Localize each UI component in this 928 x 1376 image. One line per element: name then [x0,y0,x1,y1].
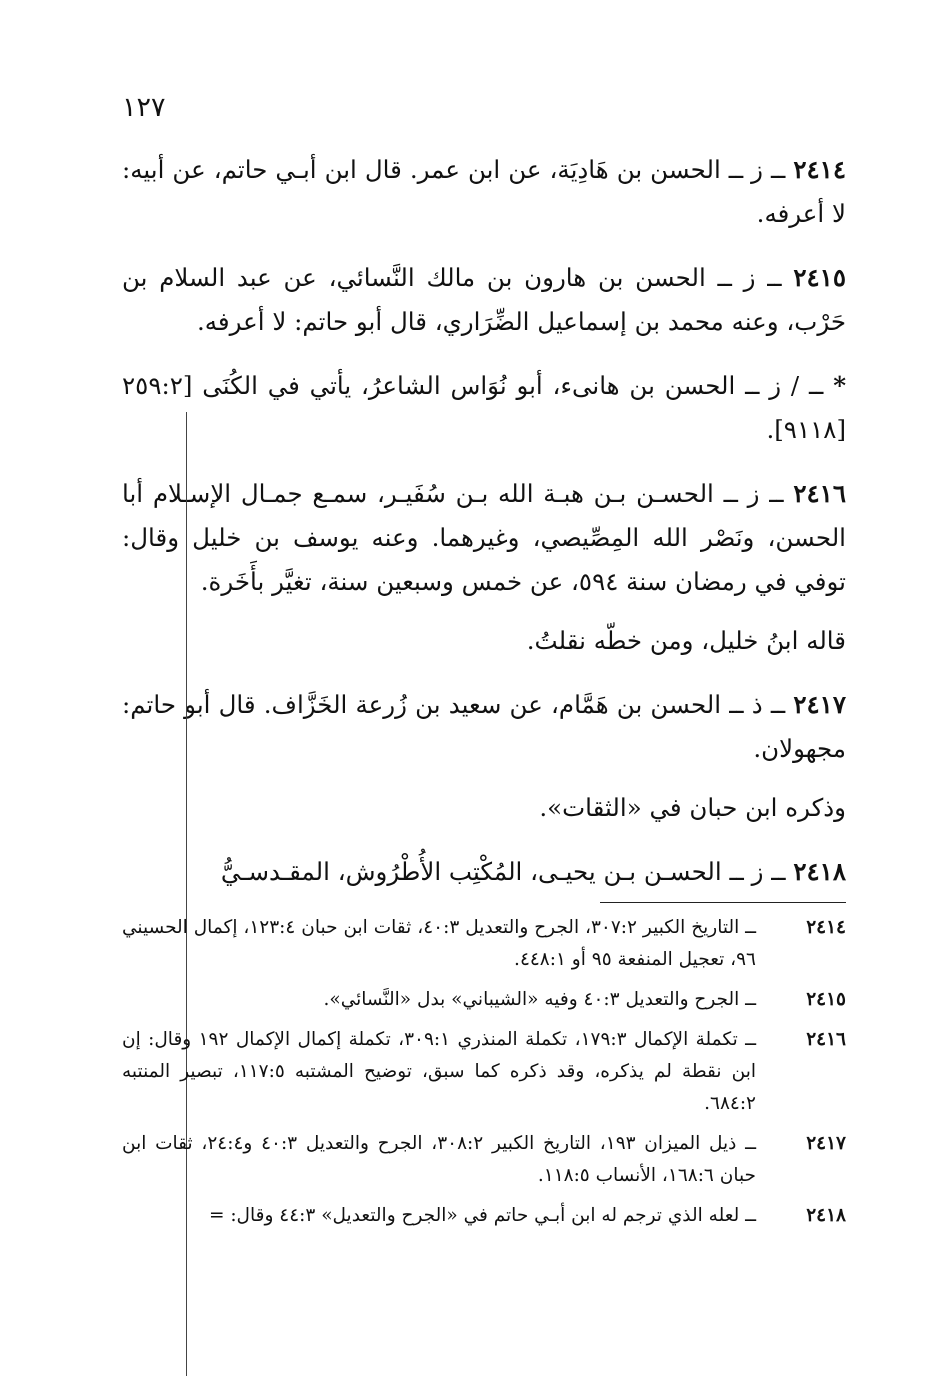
footnote-text: ــ الجرح والتعديل ٤٠:٣ وفيه «الشيباني» بدل «النَّسائي». [323,989,756,1010]
entry-number: ٢٤١٦ [793,479,846,508]
footnote-2417 [122,1128,846,1192]
entry-2415 [122,256,846,344]
entry-2417 [122,683,846,771]
footnote-number: ٢٤١٤ [806,917,846,938]
footnote-2416 [122,1024,846,1120]
entry-number: ٢٤١٧ [793,690,846,719]
entry-number: ٢٤١٨ [793,857,846,886]
footnote-number: ٢٤١٧ [806,1133,846,1154]
entry-text: ــ ذ ــ الحسن بن هَمَّام، عن سعيد بن زُرعة الخَزَّاف. قال أبو حاتم: مجهولان. [122,690,846,763]
entry-text: قاله ابنُ خليل، ومن خطّه نقلتُ. [526,626,846,655]
entry-2417-note [122,786,846,830]
footnote-text: ــ ذيل الميزان ١٩٣، التاريخ الكبير ٣٠٨:٢، الجرح والتعديل ٤٠:٣ و٢٤:٤، ثقات ابن حبان ١٦٨:٦، الأنساب ١١٨:٥. [122,1133,756,1186]
entry-text: ــ ز ــ الحسن بن هارون بن مالك النَّسائي، عن عبد السلام بن حَرْب، وعنه محمد بن إسماعيل الضِّرَاري، قال أبو حاتم: لا أعرفه. [122,263,846,336]
footnote-2414 [122,912,846,976]
page-number: ١٢٧ [122,92,166,123]
footnote-2415 [122,984,846,1016]
entry-text: وذكره ابن حبان في «الثقات». [539,793,846,822]
entry-text: ــ ز ــ الحسن بن هَادِيَة، عن ابن عمر. قال ابن أبـي حاتم، عن أبيه: لا أعرفه. [122,155,846,228]
entry-cross-reference [122,364,846,452]
entry-2416 [122,472,846,604]
footnote-text: ــ لعله الذي ترجم له ابن أبـي حاتم في «الجرح والتعديل» ٤٤:٣ وقال: = [208,1205,756,1226]
entry-2414 [122,148,846,236]
footnote-separator [600,902,846,903]
entry-text: ــ / ز ــ الحسن بن هانىء، أبو نُوَاس الشاعرُ، يأتي في الكُنَى [٢٥٩:٢ [٩١١٨]. [122,371,846,444]
footnote-number: ٢٤١٦ [806,1029,846,1050]
entry-number: ٢٤١٤ [793,155,846,184]
asterisk-mark: * [833,371,846,400]
entry-text: ــ ز ــ الحسـن بـن هبـة الله بـن سُفَيـر، سمـع جمـال الإسـلام أبا الحسن، ونَصْر الله المِصِّيصي، وغيرهما. وعنه يوسف بن خليل وقال: توفي في رمضان سنة ٥٩٤، عن خمس وسبعين سنة، تغيَّر بأَخَرة. [122,479,846,596]
footnotes [122,912,846,1240]
footnote-text: ــ تكملة الإكمال ١٧٩:٣، تكملة المنذري ٣٠٩:١، تكملة إكمال الإكمال ١٩٢ وقال: إن ابن نقطة لم يذكره، وقد ذكره كما سبق، توضيح المشتبه ١١٧:٥، تبصير المنتبه ٦٨٤:٢. [122,1029,756,1114]
entry-number: ٢٤١٥ [793,263,846,292]
entry-2418 [122,850,846,894]
footnote-number: ٢٤١٨ [806,1205,846,1226]
main-text [122,148,846,914]
footnote-number: ٢٤١٥ [806,989,846,1010]
footnote-text: ــ التاريخ الكبير ٣٠٧:٢، الجرح والتعديل ٤٠:٣، ثقات ابن حبان ١٢٣:٤، إكمال الحسيني ٩٦، تعجيل المنفعة ٩٥ أو ٤٤٨:١. [122,917,756,970]
entry-2416-note [122,619,846,663]
footnote-2418 [122,1200,846,1232]
entry-text: ــ ز ــ الحسـن بـن يحيـى، المُكْتِب الأُطْرُوش، المقـدسـيُّ [220,857,794,886]
